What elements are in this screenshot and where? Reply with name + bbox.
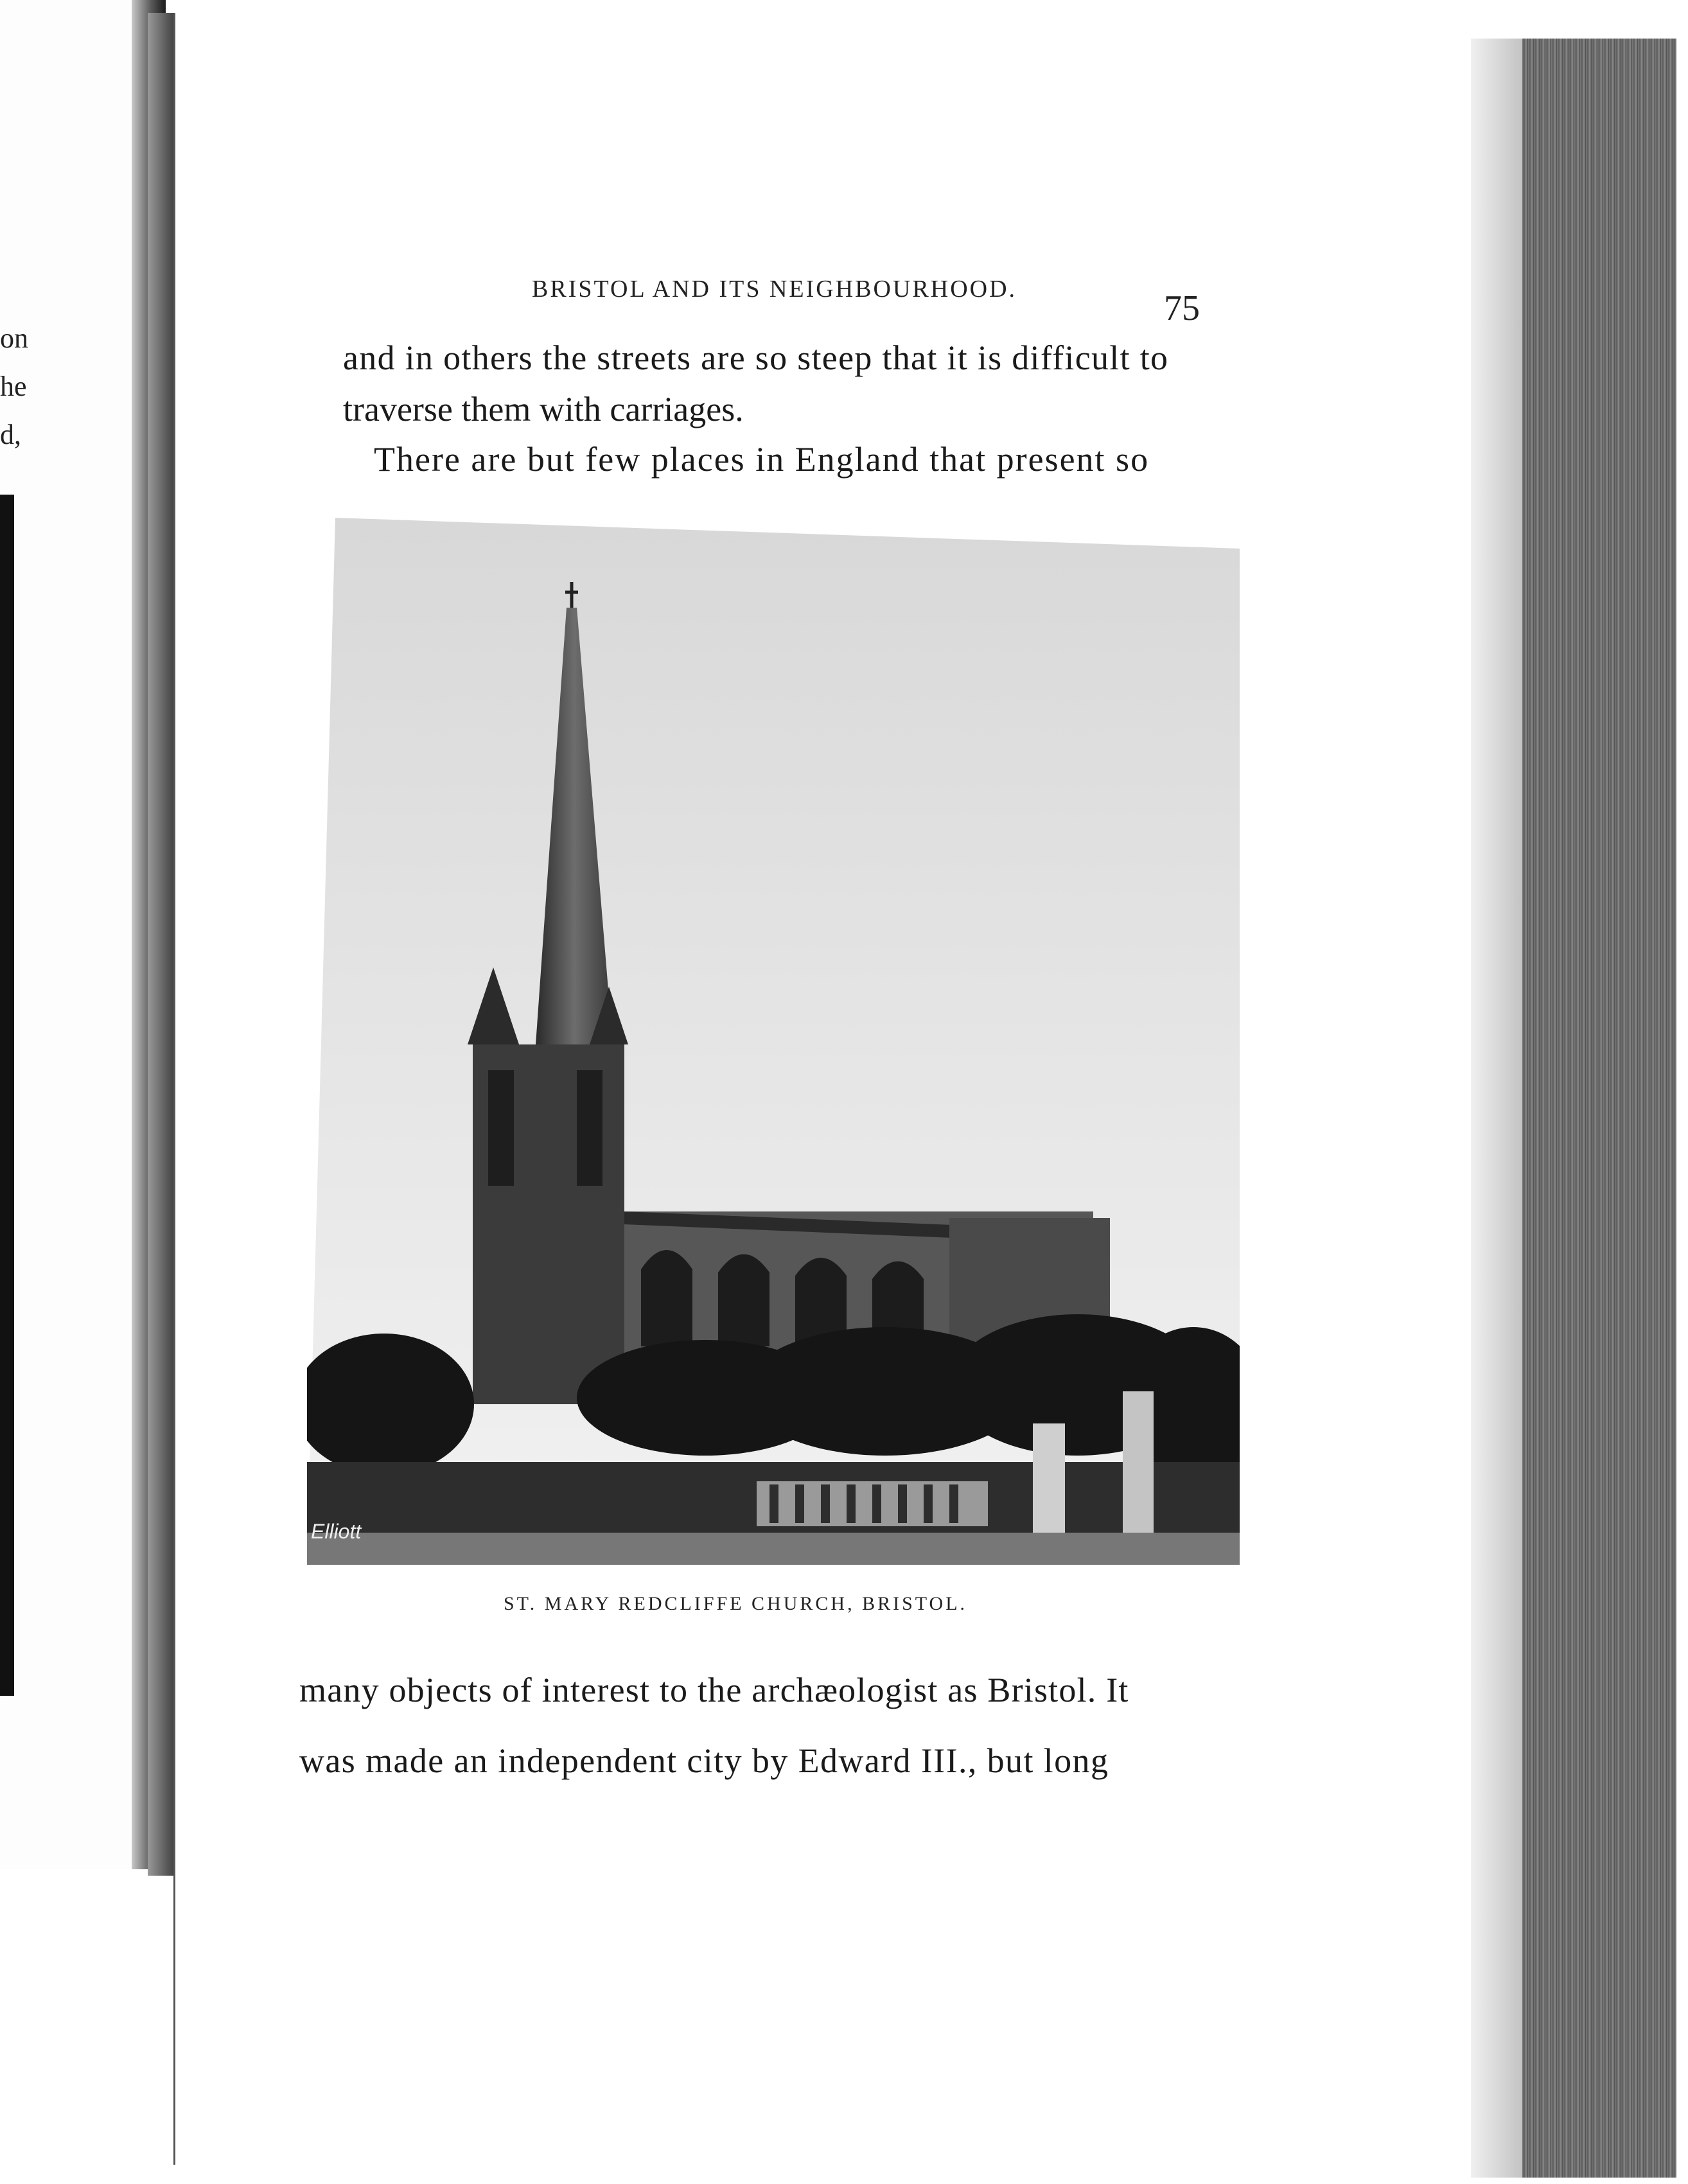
body-text-line: traverse them with carriages. xyxy=(343,390,744,428)
left-page-photo-edge xyxy=(0,495,14,1696)
page-number: 75 xyxy=(1164,288,1200,328)
left-page-fragment: he xyxy=(0,371,27,402)
left-facing-page xyxy=(0,0,166,1869)
left-page-fragment: on xyxy=(0,322,28,354)
book-fore-edge xyxy=(1522,39,1676,2178)
church-photo xyxy=(307,518,1240,1565)
left-page-fragment: d, xyxy=(0,419,21,450)
running-head: BRISTOL AND ITS NEIGHBOURHOOD. xyxy=(532,276,1017,303)
body-text-line: There are but few places in England that present so xyxy=(374,440,1150,479)
artist-signature: Elliott xyxy=(311,1520,362,1543)
church-illustration xyxy=(307,518,1240,1565)
body-text-line: many objects of interest to the archæologist as Bristol. It xyxy=(299,1671,1129,1709)
page-edge-highlight xyxy=(1471,39,1529,2178)
body-text-line: and in others the streets are so steep that it is difficult to xyxy=(343,339,1169,377)
figure-caption: ST. MARY REDCLIFFE CHURCH, BRISTOL. xyxy=(504,1593,968,1614)
body-text-line: was made an independent city by Edward III., but long xyxy=(299,1741,1109,1780)
